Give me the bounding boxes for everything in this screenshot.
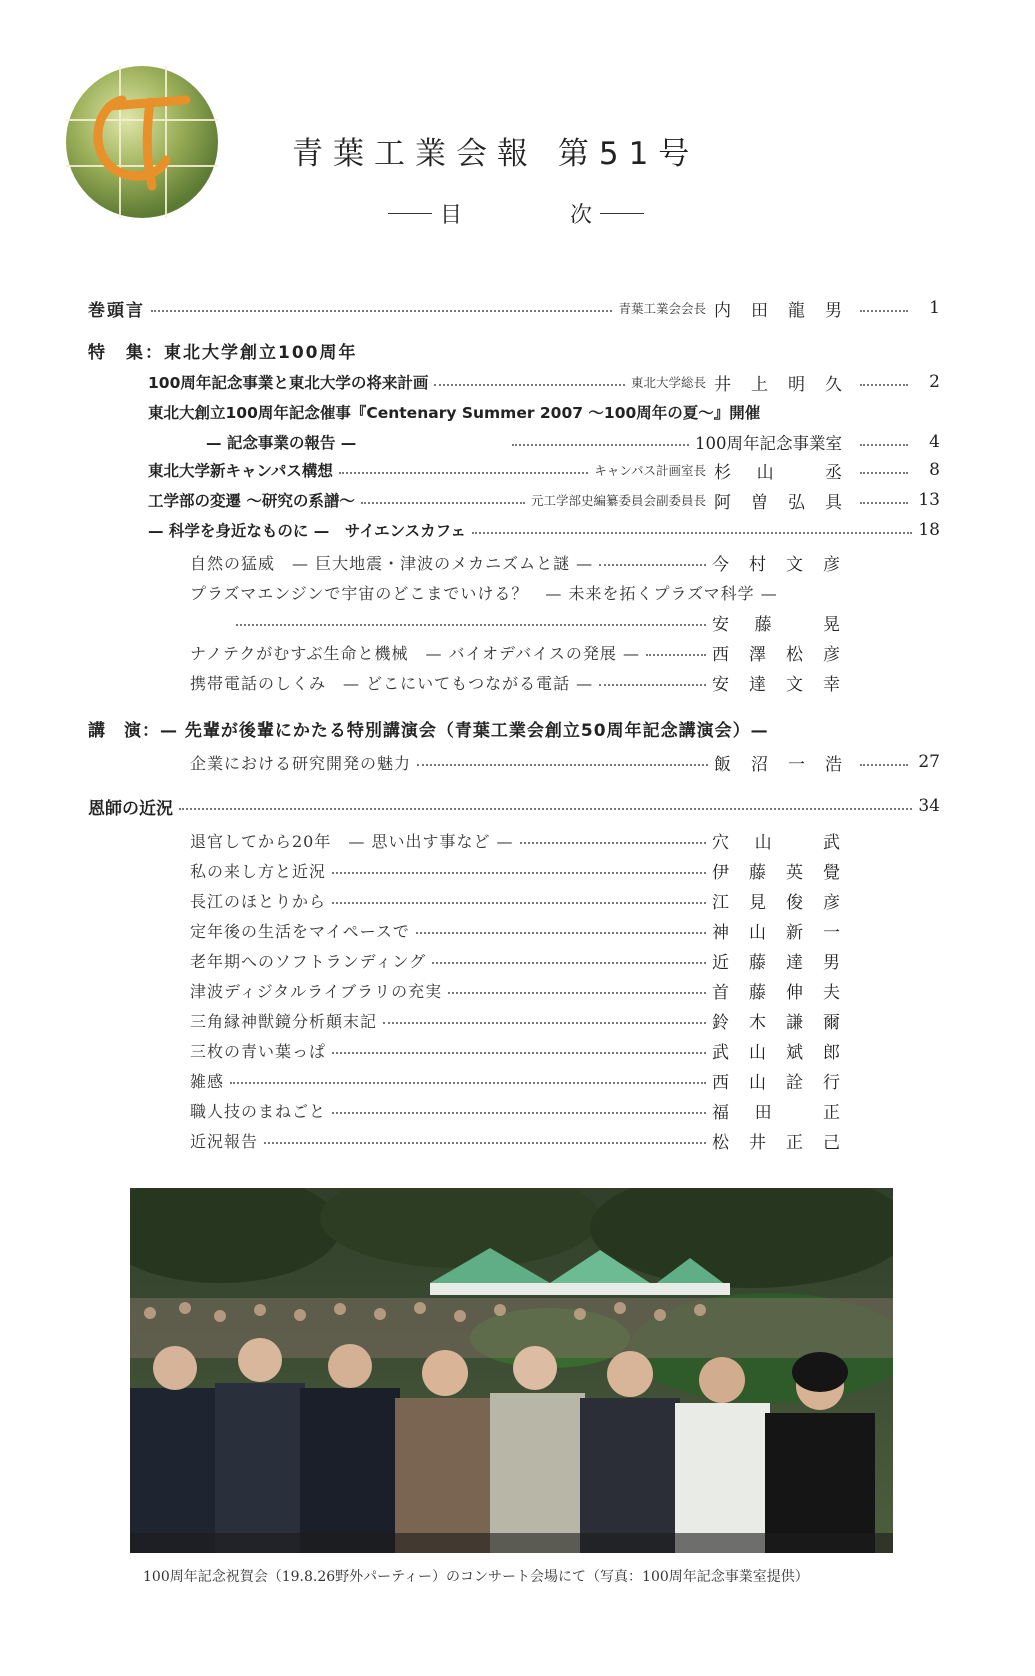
leader-dots xyxy=(383,1022,706,1024)
society-logo xyxy=(62,62,222,222)
entry-title: 私の来し方と近況 xyxy=(190,861,327,881)
toc-entry-teachers[interactable] xyxy=(88,794,940,818)
author-name: 西 山 詮 行 xyxy=(712,1072,840,1093)
leader-dots xyxy=(332,1112,706,1114)
author-name: 首 藤 伸 夫 xyxy=(712,982,840,1003)
author-name: 武 山 斌 郎 xyxy=(712,1042,840,1063)
toc-entry[interactable] xyxy=(148,400,760,424)
page-number: 2 xyxy=(929,372,940,392)
entry-title: 津波ディジタルライブラリの充実 xyxy=(190,981,443,1001)
toc-subentry[interactable] xyxy=(190,580,778,604)
leader-dots xyxy=(599,564,706,566)
entry-title: 自然の猛威 — 巨大地震・津波のメカニズムと謎 — xyxy=(190,553,594,573)
leader-dots xyxy=(512,444,689,446)
contents-heading-right: 次 xyxy=(570,203,593,228)
section-heading-teachers: 恩師の近況 xyxy=(88,798,173,819)
heading-rule-right xyxy=(600,213,644,214)
entry-title: 巻頭言 xyxy=(88,300,145,321)
leader-dots xyxy=(264,1142,706,1144)
leader-dots xyxy=(432,962,706,964)
author-role: 東北大学総長 xyxy=(630,375,706,390)
author-name: 飯 沼 一 浩 xyxy=(714,754,842,775)
toc-subentry[interactable] xyxy=(190,1098,840,1122)
leader-dots xyxy=(236,624,706,626)
entry-title: 東北大創立100周年記念催事『Centenary Summer 2007 〜100周年の夏〜』開催 xyxy=(148,404,761,422)
leader-dots xyxy=(860,444,908,446)
entry-title: ナノテクがむすぶ生命と機械 — バイオデバイスの発展 — xyxy=(190,643,641,663)
entry-title: 100周年記念事業と東北大学の将来計画 xyxy=(148,374,429,392)
entry-title: 近況報告 xyxy=(190,1131,259,1151)
toc-entry[interactable] xyxy=(148,458,940,482)
entry-title: 工学部の変遷 〜研究の系譜〜 xyxy=(148,492,355,510)
photo-caption: 100周年記念祝賀会（19.8.26野外パーティー）のコンサート会場にて（写真：100周年記念事業室提供） xyxy=(143,1569,809,1585)
leader-dots xyxy=(448,992,706,994)
toc-subentry[interactable] xyxy=(190,828,840,852)
entry-title: 長江のほとりから xyxy=(190,891,327,911)
leader-dots xyxy=(332,872,706,874)
toc-subentry[interactable] xyxy=(190,918,840,942)
toc-subentry[interactable] xyxy=(190,550,840,574)
author-name: 伊 藤 英 覺 xyxy=(712,862,840,883)
leader-dots xyxy=(434,384,625,386)
author-name: 内 田 龍 男 xyxy=(714,300,842,321)
author-name: 江 見 俊 彦 xyxy=(712,892,840,913)
author-name: 今 村 文 彦 xyxy=(712,554,840,575)
leader-dots xyxy=(472,532,912,534)
contents-heading-left: 目 xyxy=(440,203,463,228)
leader-dots xyxy=(417,764,708,766)
entry-title: 老年期へのソフトランディング xyxy=(190,951,427,971)
toc-subentry[interactable] xyxy=(190,948,840,972)
entry-title: 企業における研究開発の魅力 xyxy=(190,753,412,773)
leader-dots xyxy=(332,902,706,904)
toc-subentry[interactable] xyxy=(190,858,840,882)
toc-entry[interactable] xyxy=(148,518,940,542)
leader-dots xyxy=(599,684,706,686)
entry-title: 携帯電話のしくみ — どこにいてもつながる電話 — xyxy=(190,673,594,693)
page-number: 4 xyxy=(929,432,940,452)
toc-entry[interactable] xyxy=(148,370,940,394)
event-photo xyxy=(130,1188,893,1553)
toc-entry-foreword[interactable] xyxy=(88,296,940,320)
leader-dots xyxy=(151,310,612,312)
author-name: 杉 山 丞 xyxy=(714,462,842,483)
toc-subentry[interactable] xyxy=(190,640,840,664)
leader-dots xyxy=(361,502,525,504)
entry-title: 定年後の生活をマイペースで xyxy=(190,921,410,941)
page-number: 8 xyxy=(929,460,940,480)
toc-entry[interactable] xyxy=(148,488,940,512)
entry-title: 三枚の青い葉っぱ xyxy=(190,1041,327,1061)
contents-heading xyxy=(380,198,652,229)
toc-subentry[interactable] xyxy=(190,1008,840,1032)
toc-subentry[interactable] xyxy=(190,750,940,774)
toc-subentry[interactable] xyxy=(190,1068,840,1092)
leader-dots xyxy=(860,310,908,312)
author-name: 神 山 新 一 xyxy=(712,922,840,943)
author-role: 100周年記念事業室 xyxy=(695,434,842,453)
author-name: 西 澤 松 彦 xyxy=(712,644,840,665)
toc-subentry[interactable] xyxy=(190,978,840,1002)
author-name: 穴 山 武 xyxy=(712,832,840,853)
toc-subentry[interactable] xyxy=(190,1128,840,1152)
leader-dots xyxy=(179,808,912,810)
page-number: 34 xyxy=(918,796,940,816)
toc-entry-continuation[interactable] xyxy=(206,430,940,454)
author-name: 井 上 明 久 xyxy=(714,374,842,395)
author-role: 元工学部史編纂委員会副委員長 xyxy=(530,493,706,508)
leader-dots xyxy=(230,1082,706,1084)
author-name: 安 達 文 幸 xyxy=(712,674,840,695)
author-name: 福 田 正 xyxy=(712,1102,840,1123)
section-heading-lecture: 講 演：— 先輩が後輩にかたる特別講演会（青葉工業会創立50周年記念講演会）— xyxy=(88,720,769,741)
entry-title: 東北大学新キャンパス構想 xyxy=(148,462,333,480)
heading-rule-left xyxy=(388,213,432,214)
page-number: 1 xyxy=(929,298,940,318)
leader-dots xyxy=(520,842,706,844)
page-number: 18 xyxy=(918,520,940,540)
author-role: キャンパス計画室長 xyxy=(594,463,706,478)
leader-dots xyxy=(860,384,908,386)
leader-dots xyxy=(332,1052,706,1054)
author-name: 近 藤 達 男 xyxy=(712,952,840,973)
leader-dots xyxy=(416,932,706,934)
leader-dots xyxy=(646,654,706,656)
author-name: 松 井 正 己 xyxy=(712,1132,840,1153)
author-name: 阿 曽 弘 具 xyxy=(714,492,842,513)
leader-dots xyxy=(860,502,908,504)
entry-subtitle: — 記念事業の報告 — xyxy=(206,434,357,452)
entry-title: 雑感 xyxy=(190,1071,225,1091)
leader-dots xyxy=(339,472,588,474)
entry-title: — 科学を身近なものに — サイエンスカフェ xyxy=(148,522,466,540)
author-name: 安 藤 晃 xyxy=(712,614,840,635)
section-heading-special: 特 集：東北大学創立100周年 xyxy=(88,342,358,363)
entry-title: 職人技のまねごと xyxy=(190,1101,327,1121)
entry-title: 三角縁神獣鏡分析顛末記 xyxy=(190,1011,378,1031)
leader-dots xyxy=(860,472,908,474)
journal-title: 青葉工業会報 第51号 xyxy=(292,136,700,172)
leader-dots xyxy=(860,764,908,766)
author-name: 鈴 木 謙 爾 xyxy=(712,1012,840,1033)
toc-subentry-continuation[interactable] xyxy=(236,610,840,634)
entry-title: 退官してから20年 — 思い出す事など — xyxy=(190,831,514,851)
toc-subentry[interactable] xyxy=(190,888,840,912)
page-number: 27 xyxy=(918,752,940,772)
toc-subentry[interactable] xyxy=(190,670,840,694)
page-number: 13 xyxy=(918,490,940,510)
entry-title: プラズマエンジンで宇宙のどこまでいける？ — 未来を拓くプラズマ科学 — xyxy=(190,583,778,603)
author-role: 青葉工業会会長 xyxy=(618,301,706,316)
toc-subentry[interactable] xyxy=(190,1038,840,1062)
